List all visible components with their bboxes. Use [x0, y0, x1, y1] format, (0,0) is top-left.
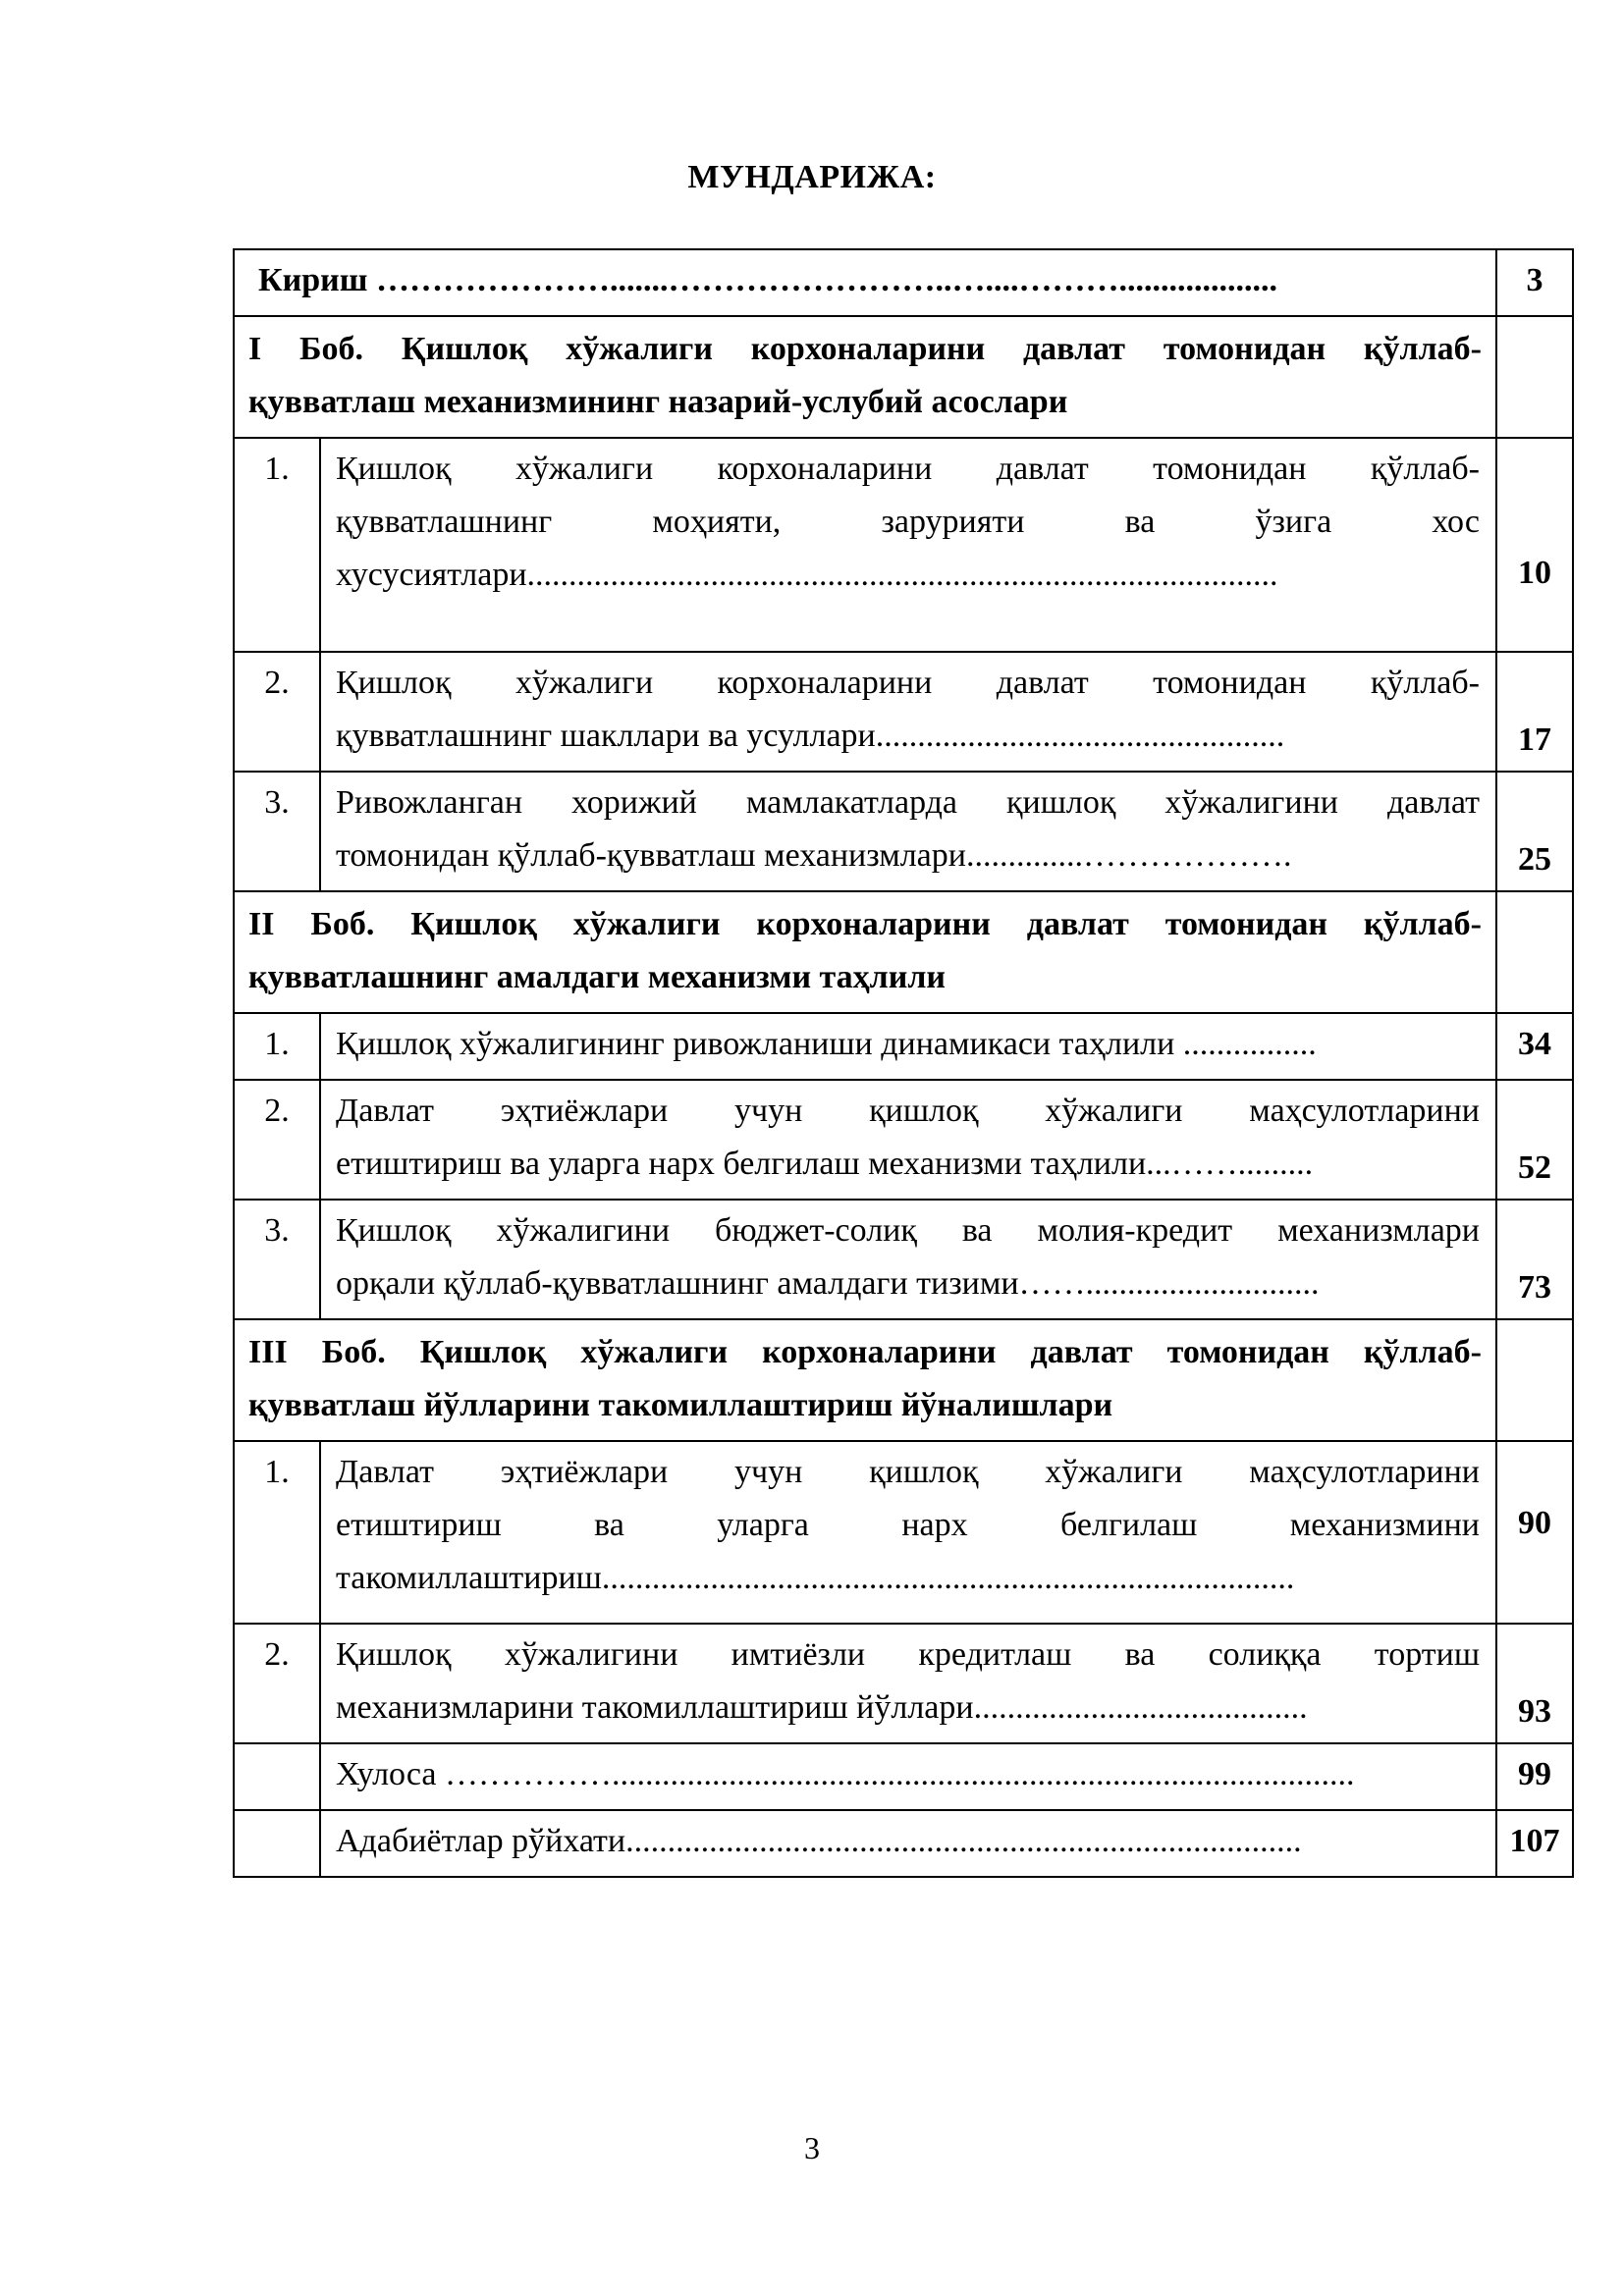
toc-item-text: Давлат эҳтиёжлари учун қишлоқ хўжалиги маҳсулотларини етиштириш ва уларга нарх белгилаш механизмини такомиллаштириш...................................................................................	[320, 1441, 1496, 1624]
toc-page-number: 93	[1496, 1624, 1573, 1743]
toc-item-number: 2.	[234, 652, 320, 772]
toc-page-number: 25	[1496, 772, 1573, 891]
chapter-heading: III Боб. Қишлоқ хўжалиги корхоналарини давлат томонидан қўллаб- қувватлаш йўлларини такомиллаштириш йўналишлари	[234, 1319, 1496, 1441]
toc-item-row	[234, 1624, 1573, 1743]
toc-intro-label: Кириш ………………….......……………………..…....………...................	[234, 249, 1496, 316]
toc-chapter-row	[234, 316, 1573, 438]
toc-page-number: 10	[1496, 438, 1573, 652]
table-of-contents	[233, 248, 1574, 1878]
toc-item-number: 1.	[234, 1013, 320, 1080]
toc-item-text: Адабиётлар рўйхати.................................................................................	[320, 1810, 1496, 1877]
toc-item-text: Хулоса …………….........................................................................................	[320, 1743, 1496, 1810]
toc-page-number: 107	[1496, 1810, 1573, 1877]
toc-item-number: 3.	[234, 772, 320, 891]
page-number: 3	[804, 2130, 820, 2165]
toc-item-text: Қишлоқ хўжалигининг ривожланиши динамикаси таҳлили ................	[320, 1013, 1496, 1080]
toc-item-row	[234, 438, 1573, 652]
toc-page-number: 17	[1496, 652, 1573, 772]
toc-row-references	[234, 1810, 1573, 1877]
toc-row-conclusion	[234, 1743, 1573, 1810]
toc-page-number: 99	[1496, 1743, 1573, 1810]
toc-item-text: Қишлоқ хўжалиги корхоналарини давлат томонидан қўллаб- қувватлашнинг моҳияти, зарурияти ва ўзига хос хусусиятлари..........................................................................................	[320, 438, 1496, 652]
toc-item-number: 1.	[234, 1441, 320, 1624]
toc-item-row	[234, 1080, 1573, 1200]
toc-page-number: 3	[1496, 249, 1573, 316]
chapter-heading: II Боб. Қишлоқ хўжалиги корхоналарини давлат томонидан қўллаб- қувватлашнинг амалдаги механизми таҳлили	[234, 891, 1496, 1013]
toc-item-row	[234, 772, 1573, 891]
toc-row-intro	[234, 249, 1573, 316]
toc-item-row	[234, 1441, 1573, 1624]
toc-item-row	[234, 652, 1573, 772]
page-title: МУНДАРИЖА:	[687, 159, 937, 195]
toc-chapter-row	[234, 891, 1573, 1013]
toc-item-text: Қишлоқ хўжалигини бюджет-солиқ ва молия-кредит механизмлари орқали қўллаб-қувватлашнинг амалдаги тизими……............................	[320, 1200, 1496, 1319]
toc-item-number: 2.	[234, 1624, 320, 1743]
toc-item-number: 2.	[234, 1080, 320, 1200]
toc-item-row	[234, 1200, 1573, 1319]
toc-page-number: 90	[1496, 1441, 1573, 1624]
toc-item-number: 3.	[234, 1200, 320, 1319]
toc-item-text: Қишлоқ хўжалигини имтиёзли кредитлаш ва солиққа тортиш механизмларини такомиллаштириш йўллари........................................	[320, 1624, 1496, 1743]
toc-page-number: 52	[1496, 1080, 1573, 1200]
toc-chapter-row	[234, 1319, 1573, 1441]
toc-item-text: Давлат эҳтиёжлари учун қишлоқ хўжалиги маҳсулотларини етиштириш ва уларга нарх белгилаш механизми таҳлили...…….........	[320, 1080, 1496, 1200]
toc-page-number: 73	[1496, 1200, 1573, 1319]
chapter-heading: I Боб. Қишлоқ хўжалиги корхоналарини давлат томонидан қўллаб- қувватлаш механизмининг назарий-услубий асослари	[234, 316, 1496, 438]
toc-item-text: Ривожланган хорижий мамлакатларда қишлоқ хўжалигини давлат томонидан қўллаб-қувватлаш механизмлари..............……………….	[320, 772, 1496, 891]
toc-item-row	[234, 1013, 1573, 1080]
toc-item-text: Қишлоқ хўжалиги корхоналарини давлат томонидан қўллаб- қувватлашнинг шакллари ва усуллари.................................................	[320, 652, 1496, 772]
toc-page-number: 34	[1496, 1013, 1573, 1080]
toc-item-number: 1.	[234, 438, 320, 652]
